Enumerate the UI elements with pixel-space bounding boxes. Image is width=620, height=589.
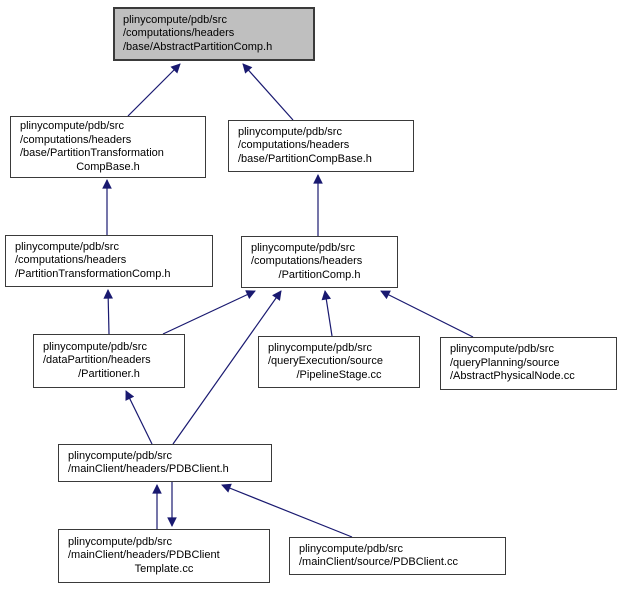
node-label-line: /mainClient/source/PDBClient.cc [299,556,458,568]
node-label-line: /computations/headers [15,254,127,267]
node-label-line: /base/AbstractPartitionComp.h [123,40,273,53]
node-label-line: plinycompute/pdb/src [15,240,119,253]
node-label-line: Template.cc [134,562,194,575]
node-label-line: plinycompute/pdb/src [238,125,342,138]
node-pdb-client-cc[interactable] [289,537,506,575]
edge-pdb-client-h-to-partitioner [126,391,152,444]
node-label-line: plinycompute/pdb/src [268,341,372,354]
node-label-line: /computations/headers [20,133,132,146]
node-label-line: plinycompute/pdb/src [43,340,147,353]
edge-partitioner-to-partition-comp [163,291,255,334]
node-partition-comp-base-h[interactable] [228,120,414,172]
node-label-line: plinycompute/pdb/src [68,449,172,462]
node-label-line: /queryPlanning/source [450,356,560,369]
node-label-line: /base/PartitionTransformation [20,147,164,159]
node-partition-comp-h[interactable] [241,236,398,288]
node-label-line: /AbstractPhysicalNode.cc [450,370,575,383]
node-label-line: plinycompute/pdb/src [68,535,172,548]
node-label-line: plinycompute/pdb/src [123,13,227,26]
edge-partition-comp-base-to-abstract-partition-comp [243,64,293,120]
node-label-line: plinycompute/pdb/src [251,241,355,254]
node-label-line: /PartitionTransformationComp.h [15,267,171,280]
node-pdb-client-template-cc[interactable] [58,529,270,583]
node-pdb-client-h[interactable] [58,444,272,482]
node-label-line: /base/PartitionCompBase.h [238,152,372,165]
node-partition-transformation-comp-base-h[interactable] [10,116,206,178]
edge-partitioner-to-partition-transformation-comp [108,290,109,334]
node-label-line: /computations/headers [238,139,350,152]
edge-partition-transformation-comp-base-to-abstract-partition-comp [128,64,180,116]
node-label-line: plinycompute/pdb/src [450,343,554,356]
node-label-line: /mainClient/headers/PDBClient [68,549,220,562]
node-label-line: plinycompute/pdb/src [299,542,403,555]
node-label-line: plinycompute/pdb/src [20,120,124,132]
node-pipeline-stage-cc[interactable] [258,336,420,388]
node-abstract-partition-comp-h[interactable] [113,7,315,61]
node-partition-transformation-comp-h[interactable] [5,235,213,287]
edge-pipeline-stage-to-partition-comp [325,291,332,336]
node-label-line: CompBase.h [76,160,140,173]
node-partitioner-h[interactable] [33,334,185,388]
node-label-line: /queryExecution/source [268,355,383,368]
node-label-line: /mainClient/headers/PDBClient.h [68,463,229,475]
node-label-line: /Partitioner.h [78,367,140,380]
edge-abstract-physical-node-to-partition-comp [381,291,473,337]
node-label-line: /computations/headers [251,255,363,268]
node-abstract-physical-node-cc[interactable] [440,337,617,390]
node-label-line: /PartitionComp.h [278,268,361,281]
node-label-line: /computations/headers [123,27,235,40]
node-label-line: /PipelineStage.cc [296,368,382,381]
node-label-line: /dataPartition/headers [43,354,151,367]
